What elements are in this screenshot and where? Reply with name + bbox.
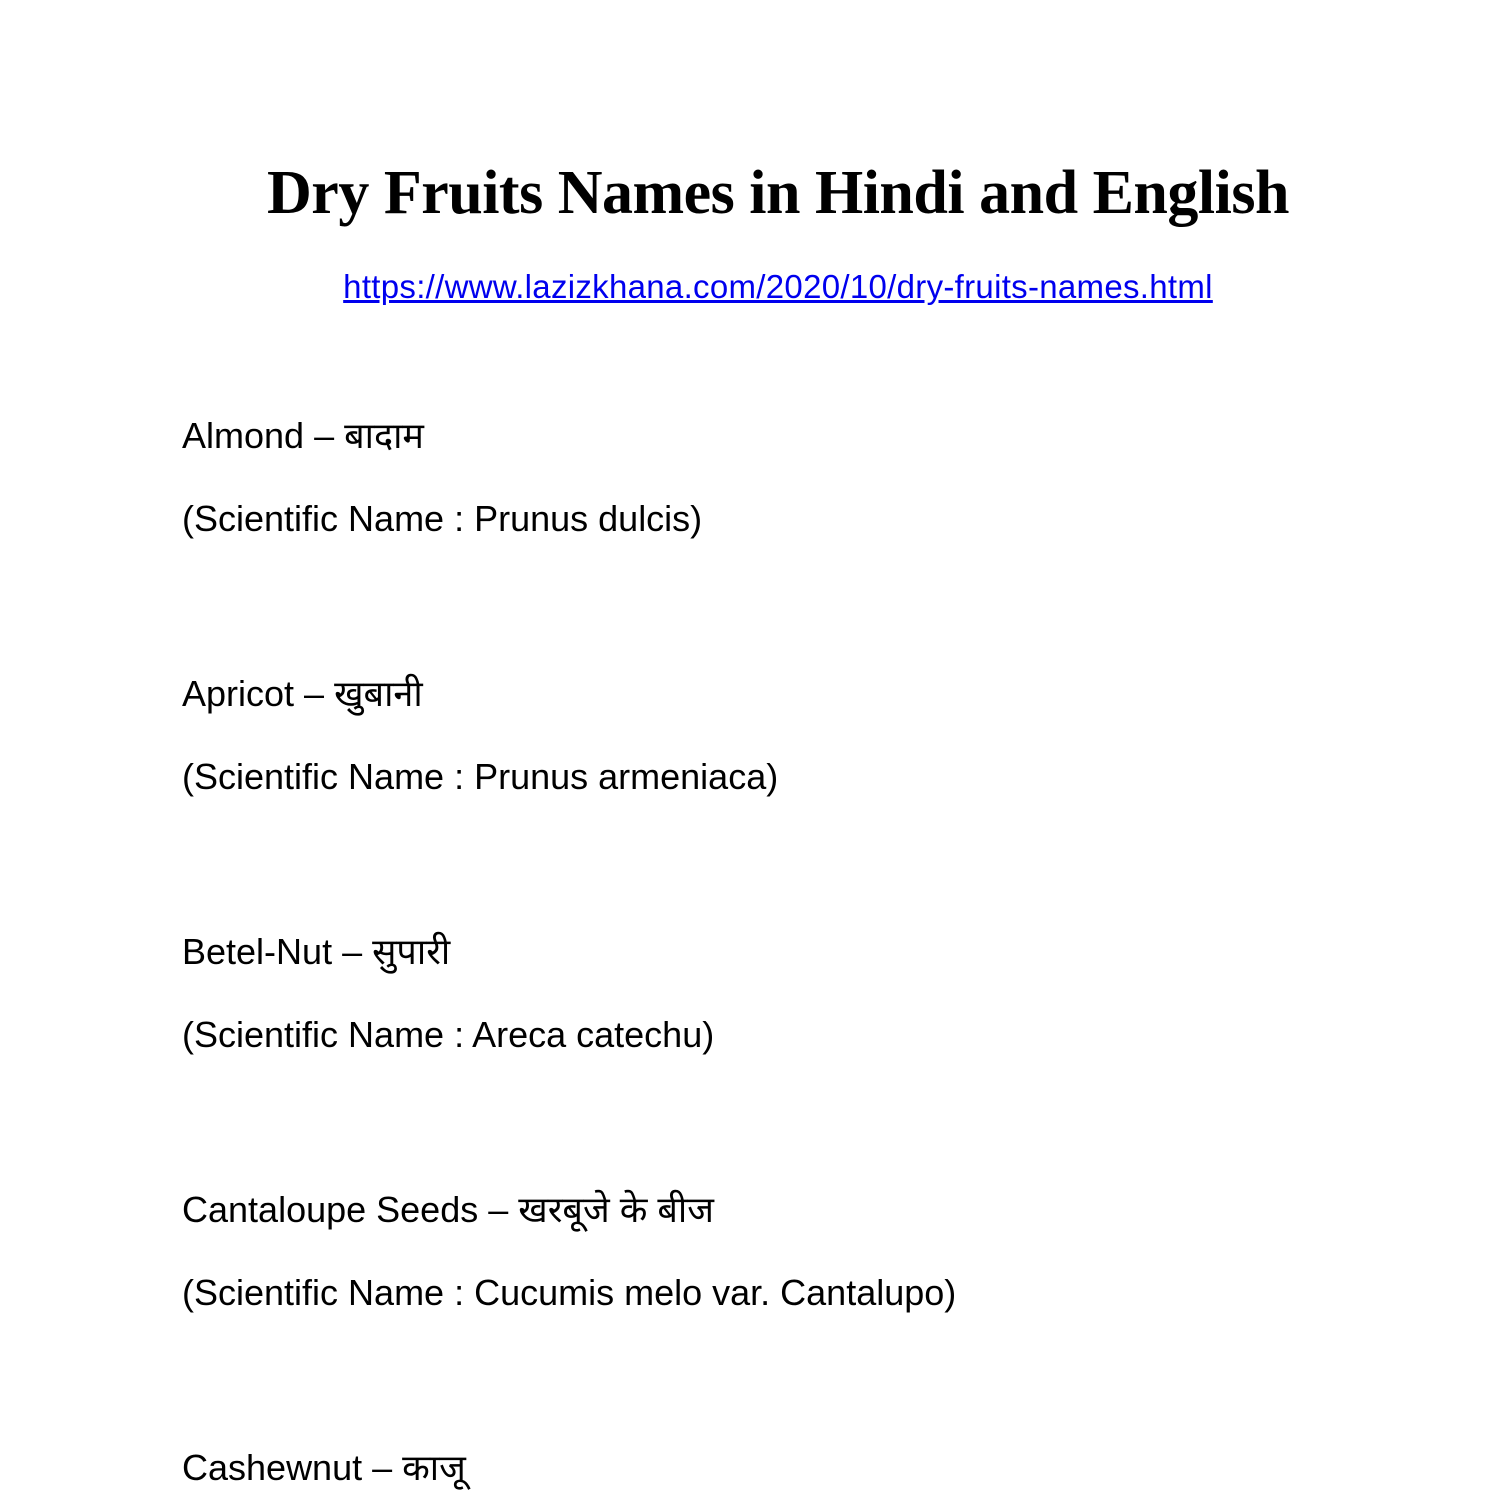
entry-name: Almond – बादाम	[182, 415, 424, 456]
entry-scientific-name: (Scientific Name : Prunus dulcis)	[182, 498, 703, 539]
entry-name: Cantaloupe Seeds – खरबूजे के बीज	[182, 1189, 714, 1230]
entry-scientific-name: (Scientific Name : Prunus armeniaca)	[182, 756, 779, 797]
entry-name: Cashewnut – काजू	[182, 1447, 466, 1488]
document-title: Dry Fruits Names in Hindi and English	[267, 159, 1289, 227]
source-link[interactable]: https://www.lazizkhana.com/2020/10/dry-fruits-names.html	[343, 268, 1213, 305]
entry-name: Apricot – खुबानी	[182, 673, 423, 714]
entry-name: Betel-Nut – सुपारी	[182, 931, 451, 972]
entry-scientific-name: (Scientific Name : Cucumis melo var. Cantalupo)	[182, 1272, 957, 1313]
entry-scientific-name: (Scientific Name : Areca catechu)	[182, 1014, 715, 1055]
